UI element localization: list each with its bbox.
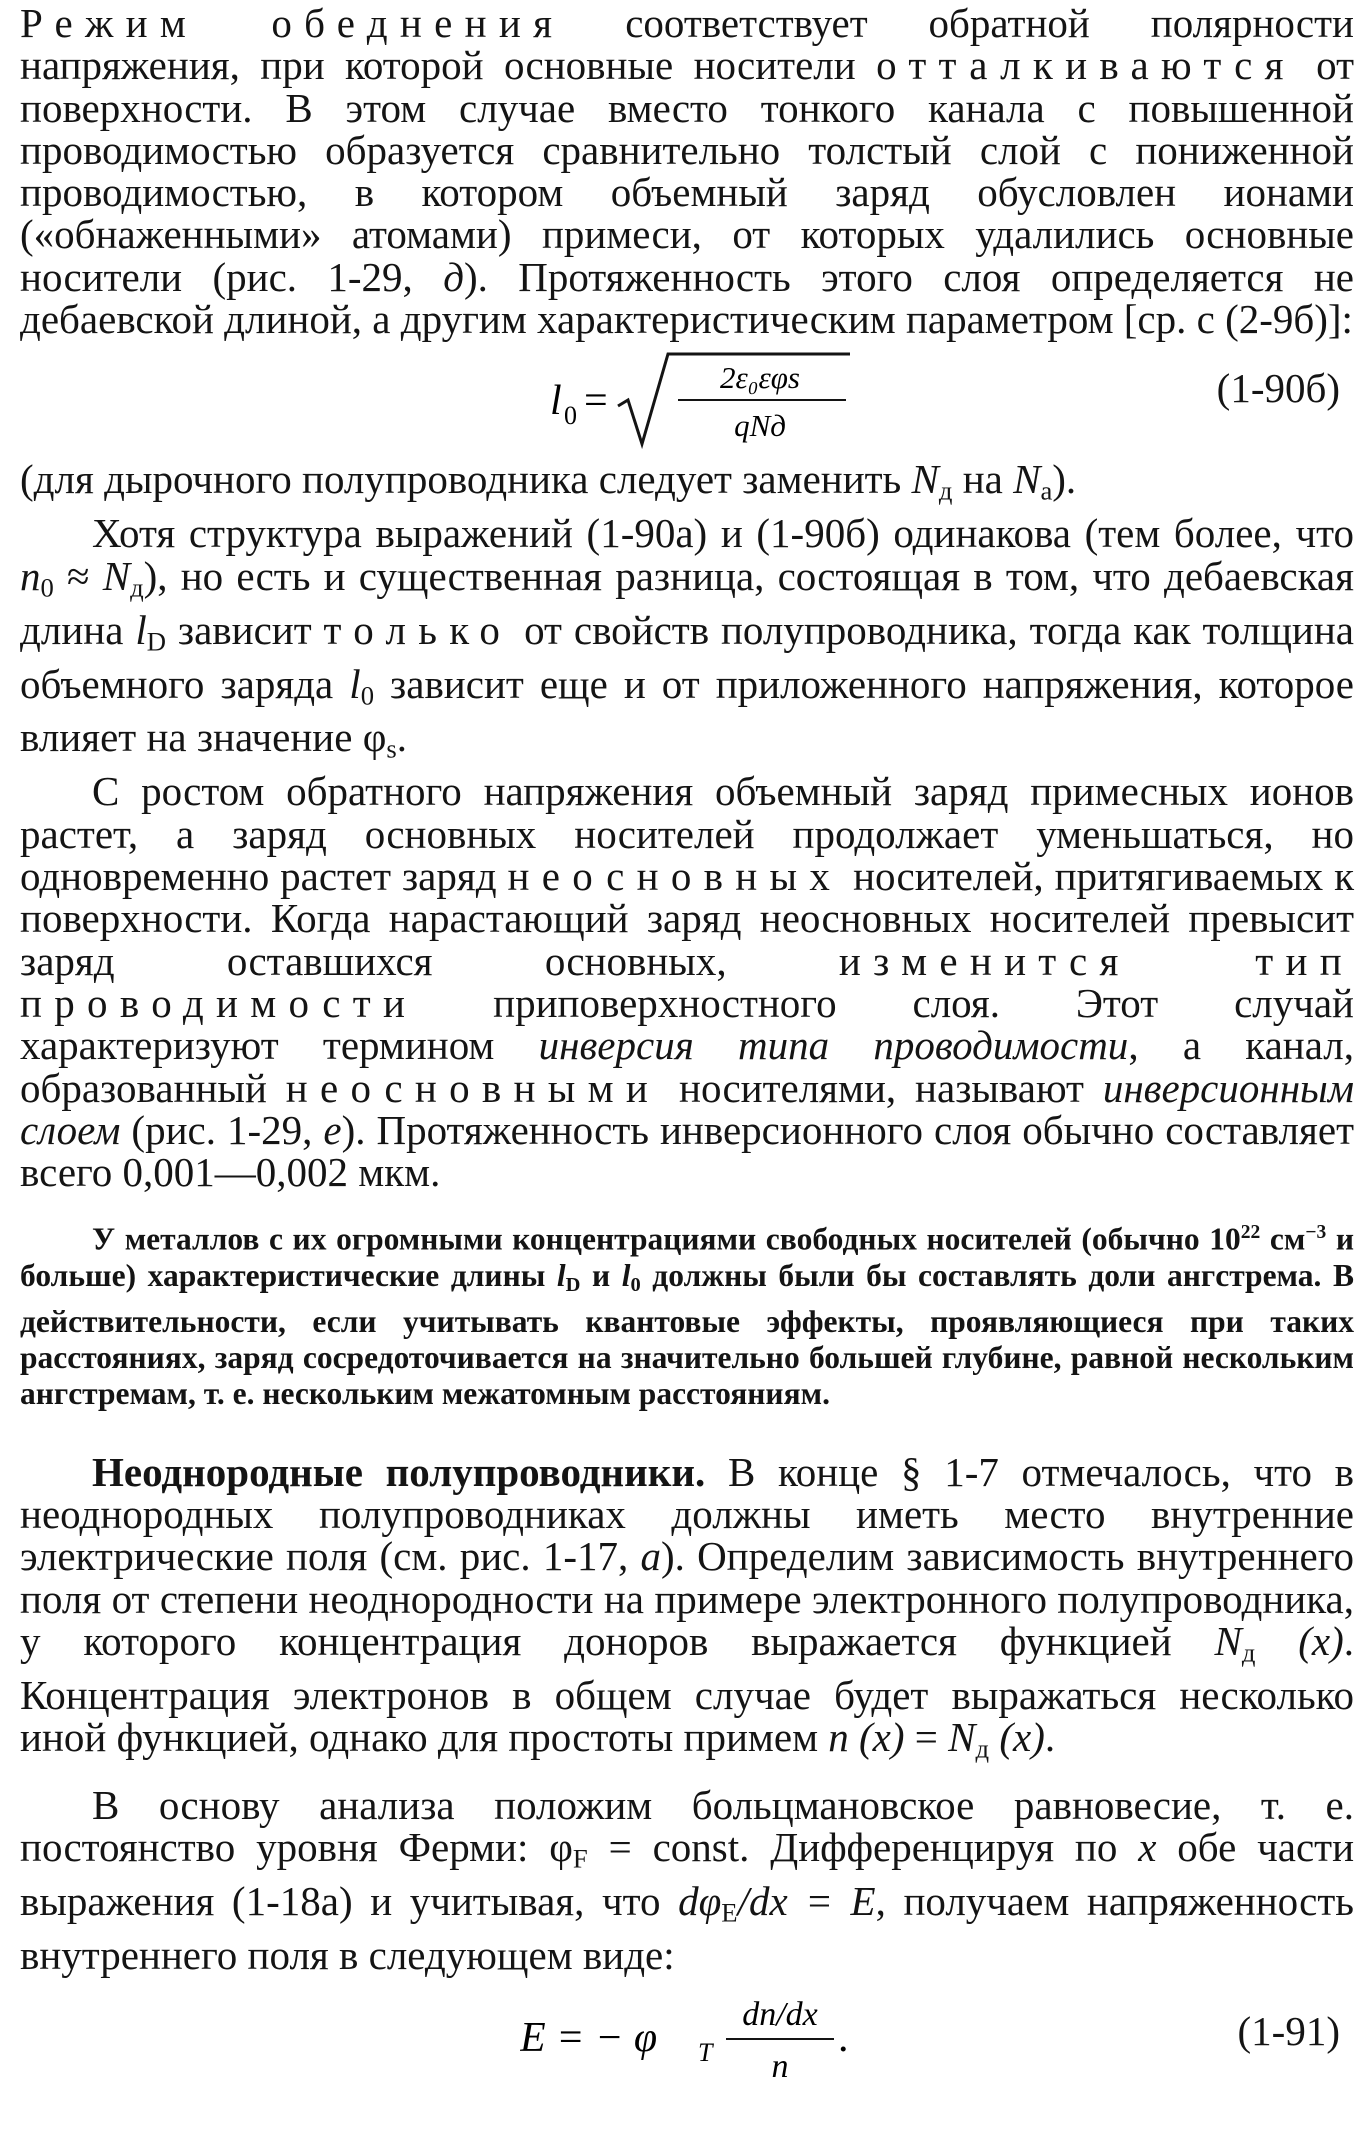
paragraph-inversion-layer <box>20 768 1354 1196</box>
text-span: ). Протяженность инверсионного слоя обычно составляет всего 0,001—0,002 мкм. <box>20 1106 1354 1196</box>
text-span: ). <box>1052 456 1077 503</box>
math-symbol: l <box>556 1258 566 1294</box>
figure-letter: д <box>443 253 464 300</box>
formula-lhs-subscript: 0 <box>564 401 577 431</box>
text-span: зависит <box>165 606 324 653</box>
math-subscript: s <box>386 734 397 765</box>
formula-equals: = <box>584 378 608 425</box>
formula-lhs: l <box>550 378 562 425</box>
text-span: (рис. 1-29, <box>120 1106 324 1153</box>
math-symbol: l <box>135 606 147 653</box>
formula-numerator: 2ε₀εφs <box>720 360 800 396</box>
text-span: , а канал, образованный <box>20 1022 1354 1111</box>
spaced-term: отталкиваются <box>876 42 1296 89</box>
text-span: У металлов с их огромными концентрациями свободных носителей (обычно 10 <box>92 1222 1241 1258</box>
spacer <box>20 1193 1354 1215</box>
math-subscript: D <box>146 626 166 657</box>
math-subscript: 0 <box>630 1274 641 1297</box>
math-relation: = const <box>587 1824 740 1871</box>
math-subscript: 0 <box>360 680 375 711</box>
text-span: С ростом обратного напряжения объемный заряд примесных ионов растет, а заряд основных носителей продолжает уменьшаться, но одновременно растет заряд <box>20 768 1354 900</box>
math-symbol: dφ <box>678 1878 722 1925</box>
math-subscript: д <box>938 476 953 507</box>
math-relation: ≈ <box>53 552 103 599</box>
math-subscript: E <box>721 1898 738 1928</box>
formula-1-90b <box>20 340 1354 458</box>
math-symbol: φ <box>362 714 387 761</box>
math-symbol: N <box>1013 456 1041 503</box>
text-span: от поверхности. В этом случае вместо тонкого канала с повышенной проводимостью образуется сравнительно толстый слой с пониженной проводимостью, в котором объемный заряд обусловлен ионами («обнаженными» атомами) примеси, от которых удалились основные носители (рис. 1-29, <box>20 42 1354 300</box>
formula-denominator: n <box>771 2047 789 2085</box>
formula-numerator: dn/dx <box>742 1995 818 2033</box>
text-span: на <box>952 456 1014 503</box>
math-symbol: N <box>911 456 939 503</box>
formula-1-90b-expression <box>550 350 880 450</box>
formula-denominator: qNд <box>734 408 786 444</box>
text-span: приповерхностного слоя. Этот случай характеризуют термином <box>20 979 1354 1069</box>
math-superscript: −3 <box>1305 1222 1327 1244</box>
math-argument: (x) <box>1255 1617 1344 1664</box>
math-argument: (x) <box>989 1714 1045 1761</box>
math-symbol: l <box>349 660 361 707</box>
math-subscript: a <box>1040 476 1053 507</box>
spaced-term: неосновных <box>507 853 843 900</box>
math-symbol: n <box>20 552 41 599</box>
math-subscript: д <box>1241 1637 1256 1668</box>
spaced-term: Режим обеднения <box>20 0 565 46</box>
math-symbol: N <box>102 552 131 599</box>
math-symbol: N <box>1214 1617 1242 1664</box>
text-span: ). Протяженность этого слоя определяется не дебаевской длиной, а другим характеристическим параметром [ср. с (2-9б)]: <box>20 253 1354 343</box>
text-span: и больше) характеристические длины <box>20 1222 1355 1294</box>
text-span: обе части выражения (1-18а) и учитывая, что <box>20 1824 1355 1925</box>
text-span: соответствует обратной полярности напряжения, при которой основные носители <box>20 0 1354 89</box>
text-span: . <box>1044 1714 1056 1761</box>
text-span: от свойств полупроводника, тогда как толщина объемного заряда <box>20 606 1354 707</box>
figure-letter: е <box>323 1106 342 1153</box>
formula-1-91-expression <box>520 1989 880 2089</box>
spaced-term: изменится тип проводимости <box>20 937 1354 1026</box>
math-subscript: 0 <box>40 572 54 603</box>
figure-letter: а <box>640 1533 661 1580</box>
paragraph-boltzmann-equilibrium <box>20 1784 1354 1977</box>
math-symbol: φ <box>549 1824 573 1871</box>
math-subscript: д <box>975 1733 990 1764</box>
text-span: носителей, притягиваемых к поверхности. Когда нарастающий заряд неосновных носителей превысит заряд оставшихся основных, <box>20 853 1354 984</box>
math-subscript: д <box>130 572 144 603</box>
formula-lhs: E = − φ <box>520 2014 658 2061</box>
math-symbol: /dx = E <box>737 1878 876 1925</box>
equation-number: (1-90б) <box>1216 365 1340 412</box>
text-span: зависит еще и от приложенного напряжения, которое влияет на значение <box>20 660 1354 761</box>
text-span: ), но есть и существенная разница, состоящая в том, что дебаевская длина <box>20 552 1354 653</box>
spacer <box>20 1413 1354 1451</box>
formula-1-91 <box>20 1977 1354 2097</box>
paragraph-hole-semiconductor-note <box>20 458 1354 512</box>
text-span: . <box>396 714 407 761</box>
paragraph-depletion-mode <box>20 0 1354 343</box>
text-span: см <box>1260 1222 1306 1258</box>
text-span: В конце § 1-7 отмечалось, что в неоднородных полупроводниках должны иметь место внутренние электрические поля (см. рис. 1-17, <box>20 1448 1354 1580</box>
math-argument: (x) <box>848 1714 905 1761</box>
text-span: и <box>580 1258 622 1294</box>
spaced-term: только <box>323 606 513 653</box>
section-heading: Неоднородные полупроводники. <box>92 1448 706 1495</box>
math-symbol: l <box>621 1258 631 1294</box>
equation-number: (1-91) <box>1237 2007 1340 2054</box>
math-symbol: x <box>1138 1824 1157 1871</box>
formula-lhs-subscript: T <box>698 2037 713 2067</box>
paragraph-structure-comparison <box>20 512 1354 770</box>
note-metals <box>20 1215 1354 1412</box>
math-subscript: D <box>565 1274 581 1297</box>
spaced-term: неосновными <box>285 1064 661 1111</box>
text-span: Хотя структура выражений (1-90а) и (1-90б) одинакова (тем более, что <box>92 510 1354 557</box>
paragraph-inhomogeneous-semiconductors <box>20 1448 1355 1770</box>
text-span: , получаем напряженность внутреннего поля в следующем виде: <box>20 1878 1354 1979</box>
italic-term: инверсия типа проводимости <box>538 1022 1129 1069</box>
text-span: должны были бы составлять доли ангстрема. В действительности, если учитывать квантовые эффекты, проявляющиеся при таких расстояниях, заряд сосредоточивается на значительно большей глубине, равной нескольким ангстремам, т. е. нескольким межатомным расстояниям. <box>20 1258 1354 1412</box>
formula-tail: . <box>838 2014 849 2061</box>
text-span: В основу анализа положим больцмановское равновесие, т. е. постоянство уровня Ферми: <box>20 1782 1354 1871</box>
text-span: . Дифференцируя по <box>739 1824 1139 1871</box>
math-superscript: 22 <box>1240 1222 1261 1244</box>
math-relation: = <box>904 1714 949 1761</box>
text-span: (для дырочного полупроводника следует заменить <box>20 456 912 503</box>
text-span: . Концентрация электронов в общем случае будет выражаться несколько иной функцией, однако для простоты примем <box>20 1617 1354 1761</box>
italic-term: инверсионным слоем <box>20 1064 1354 1153</box>
math-subscript: F <box>572 1844 588 1875</box>
math-symbol: N <box>948 1714 976 1761</box>
math-symbol: n <box>828 1714 849 1761</box>
text-span: носителями, называют <box>660 1064 1103 1111</box>
text-span: ). Определим зависимость внутреннего поля от степени неоднородности на примере электронного полупроводника, у которого концентрация доноров выражается функцией <box>20 1533 1355 1664</box>
